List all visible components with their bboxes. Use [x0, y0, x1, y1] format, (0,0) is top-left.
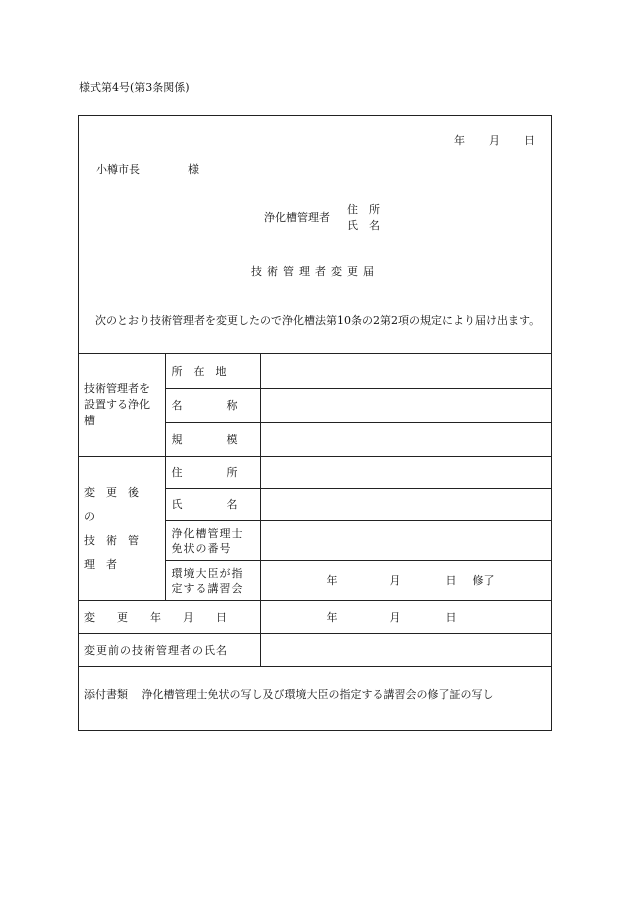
attachments-label: 添付書類 [84, 688, 128, 701]
change-month-label: 月 [389, 610, 401, 624]
after-address-label: 住 所 [165, 457, 260, 489]
previous-name-label: 変更前の技術管理者の氏名 [78, 634, 260, 667]
after-header-line1: 変 更 後 の [84, 485, 150, 523]
date-year-label: 年 [454, 134, 465, 147]
attachments [84, 686, 494, 702]
body-text: 次のとおり技術管理者を変更したので浄化槽法第10条の2第2項の規定により届け出ます。 [95, 314, 541, 327]
change-year-label: 年 [326, 610, 338, 624]
after-name-label: 氏 名 [165, 489, 260, 521]
tank-name-label: 名 称 [165, 389, 260, 423]
form-number: 様式第4号(第3条関係) [79, 81, 190, 94]
course-day-label: 日 [445, 574, 457, 587]
document-title: 技術管理者変更届 [251, 265, 379, 278]
addressee-name: 小樽市長 [96, 163, 140, 176]
applicant-name-label: 氏 名 [347, 219, 380, 232]
course-label: 環境大臣が指 定する講習会 [165, 561, 260, 601]
tank-size-label: 規 模 [165, 423, 260, 457]
table-row [78, 354, 552, 389]
applicant-role: 浄化槽管理者 [264, 211, 330, 224]
course-completion-field[interactable] [260, 561, 552, 601]
after-header-line2: 技 術 管 理 者 [84, 533, 150, 571]
date-day-label: 日 [524, 134, 535, 147]
attachments-text: 浄化槽管理士免状の写し及び環境大臣の指定する講習会の修了証の写し [141, 688, 494, 701]
table-row [78, 634, 552, 667]
course-year-label: 年 [326, 574, 338, 587]
applicant-address-label: 住 所 [347, 203, 380, 216]
after-name-field[interactable] [260, 489, 552, 521]
previous-name-field[interactable] [260, 634, 552, 667]
tank-size-field[interactable] [260, 423, 552, 457]
tank-location-field[interactable] [260, 354, 552, 389]
form-table [78, 353, 552, 667]
date-month-label: 月 [489, 134, 500, 147]
after-address-field[interactable] [260, 457, 552, 489]
course-done-label: 修了 [472, 574, 495, 587]
table-row [78, 457, 552, 489]
after-header [78, 457, 165, 601]
addressee-honorific: 様 [188, 163, 199, 176]
tank-location-label: 所 在 地 [165, 354, 260, 389]
license-number-label: 浄化槽管理士 免状の番号 [165, 521, 260, 561]
license-number-field[interactable] [260, 521, 552, 561]
change-date-field[interactable] [260, 601, 552, 634]
table-row [78, 601, 552, 634]
change-date-label: 変 更 年 月 日 [78, 601, 260, 634]
tank-header: 技術管理者を設置する浄化槽 [78, 354, 165, 457]
change-day-label: 日 [445, 610, 457, 624]
course-month-label: 月 [389, 574, 401, 587]
tank-name-field[interactable] [260, 389, 552, 423]
